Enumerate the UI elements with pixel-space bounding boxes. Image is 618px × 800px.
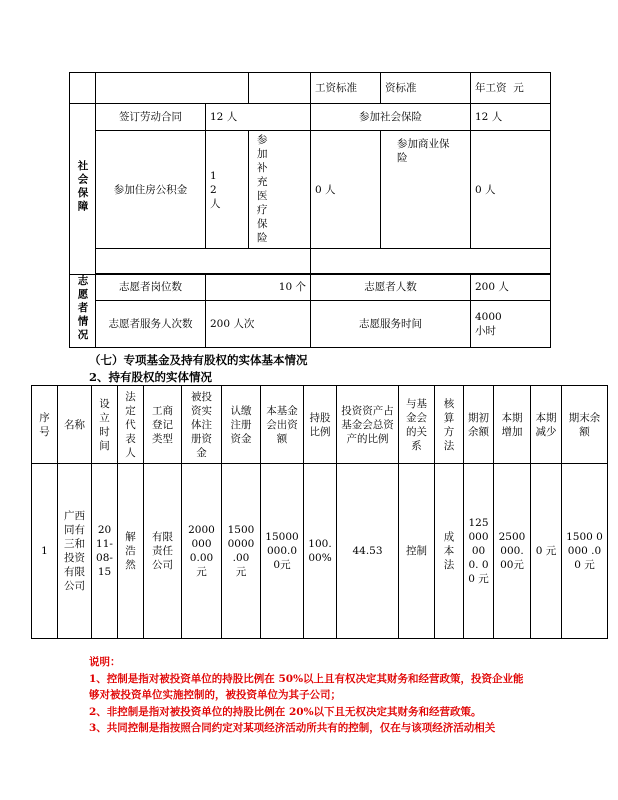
cell-decrease: 0 元 <box>531 464 562 639</box>
annual-wage-label: 年工资 <box>475 82 507 94</box>
cell-legal-rep: 解浩然 <box>118 464 144 639</box>
cell-increase: 2500 000. 00元 <box>494 464 531 639</box>
header-row <box>32 386 608 464</box>
cell-contribution: 15000 000.0 0元 <box>261 464 304 639</box>
commercial-insurance-value: 0 人 <box>471 131 551 249</box>
social-insurance-label: 参加社会保险 <box>311 104 471 131</box>
note-2: 2、非控制是指对被投资单位的持股比例在 20%以下且无权决定其财务和经营政策。 <box>89 705 482 718</box>
cell-subscribed-capital: 1500 0000 .00 元 <box>222 464 261 639</box>
social-security-label: 社会保障 <box>70 104 96 275</box>
service-hours-value: 4000 小时 <box>471 300 551 347</box>
header-name: 名称 <box>58 386 92 464</box>
header-legal-rep: 法定代表人 <box>118 386 144 464</box>
volunteer-label: 志愿者情况 <box>70 275 96 348</box>
section-title: （七）专项基金及持有股权的实体基本情况 <box>89 353 308 367</box>
volunteer-count-value: 200 人 <box>471 275 551 301</box>
social-security-table <box>69 72 551 348</box>
sub-title: 2、持有股权的实体情况 <box>89 370 213 384</box>
notes-block <box>89 654 529 737</box>
unit-yuan: 元 <box>513 82 524 94</box>
commercial-insurance-label: 参加商业保险 <box>381 131 471 249</box>
empty-cell <box>249 73 311 104</box>
supp-medical-value: 0 人 <box>311 131 381 249</box>
cell-asset-ratio: 44.53 <box>337 464 399 639</box>
service-times-value: 200 人次 <box>206 300 311 347</box>
labor-contract-label: 签订劳动合同 <box>96 104 206 131</box>
cell-share-ratio: 100.00% <box>304 464 337 639</box>
header-increase: 本期增加 <box>494 386 531 464</box>
note-3: 3、共同控制是指按照合同约定对某项经济活动所共有的控制，仅在与该项经济活动相关 <box>89 722 496 734</box>
cell-relation: 控制 <box>399 464 435 639</box>
cell-reg-type: 有限责任公司 <box>144 464 182 639</box>
empty-cell <box>311 249 551 274</box>
header-asset-ratio: 投资资产占基金会总资产的比例 <box>337 386 399 464</box>
header-relation: 与基金会的关系 <box>399 386 435 464</box>
header-established: 设立时间 <box>92 386 118 464</box>
housing-fund-label: 参加住房公积金 <box>96 131 206 249</box>
volunteer-count-label: 志愿者人数 <box>311 275 471 301</box>
cell-established: 2011-08-15 <box>92 464 118 639</box>
header-registered-capital: 被投资实体注册资金 <box>182 386 222 464</box>
wage-standard-cell: 工资标准 <box>311 73 381 104</box>
header-subscribed-capital: 认缴注册资金 <box>222 386 261 464</box>
note-1: 1、控制是指对被投资单位的持股比例在 50%以上且有权决定其财务和经营政策，投资企业能够对被投资单位实施控制的，被投资单位为其子公司； <box>89 672 524 701</box>
cell-name: 广西同有三和投资有限公司 <box>58 464 92 639</box>
header-contribution: 本基金会出资额 <box>261 386 304 464</box>
annual-wage-cell <box>471 73 551 104</box>
service-times-label: 志愿者服务人次数 <box>96 300 206 347</box>
notes-title: 说明： <box>89 656 121 668</box>
cell-opening-balance: 125 000 000. 00 元 <box>464 464 494 639</box>
header-index: 序号 <box>32 386 58 464</box>
volunteer-positions-label: 志愿者岗位数 <box>96 275 206 301</box>
empty-cell <box>70 73 96 104</box>
header-accounting: 核算方法 <box>435 386 464 464</box>
cell-index: 1 <box>32 464 58 639</box>
header-opening-balance: 期初余额 <box>464 386 494 464</box>
header-reg-type: 工商登记类型 <box>144 386 182 464</box>
equity-entity-table <box>31 385 608 639</box>
wage-standard-cell-2: 资标准 <box>381 73 471 104</box>
volunteer-positions-value: 10 个 <box>206 275 311 301</box>
header-share-ratio: 持股比例 <box>304 386 337 464</box>
empty-cell <box>96 249 311 274</box>
header-decrease: 本期减少 <box>531 386 562 464</box>
cell-registered-capital: 2000000 0.00元 <box>182 464 222 639</box>
table-row <box>32 464 608 639</box>
service-hours-label: 志愿服务时间 <box>311 300 471 347</box>
header-closing-balance: 期末余额 <box>562 386 608 464</box>
cell-accounting: 成本法 <box>435 464 464 639</box>
social-insurance-value: 12 人 <box>471 104 551 131</box>
housing-fund-value: 1 2 人 <box>206 131 249 249</box>
cell-closing-balance: 1500 0000 .00 元 <box>562 464 608 639</box>
empty-cell <box>96 73 249 104</box>
labor-contract-value: 12 人 <box>206 104 311 131</box>
supp-medical-label: 参加补充医疗保险 <box>249 131 311 249</box>
